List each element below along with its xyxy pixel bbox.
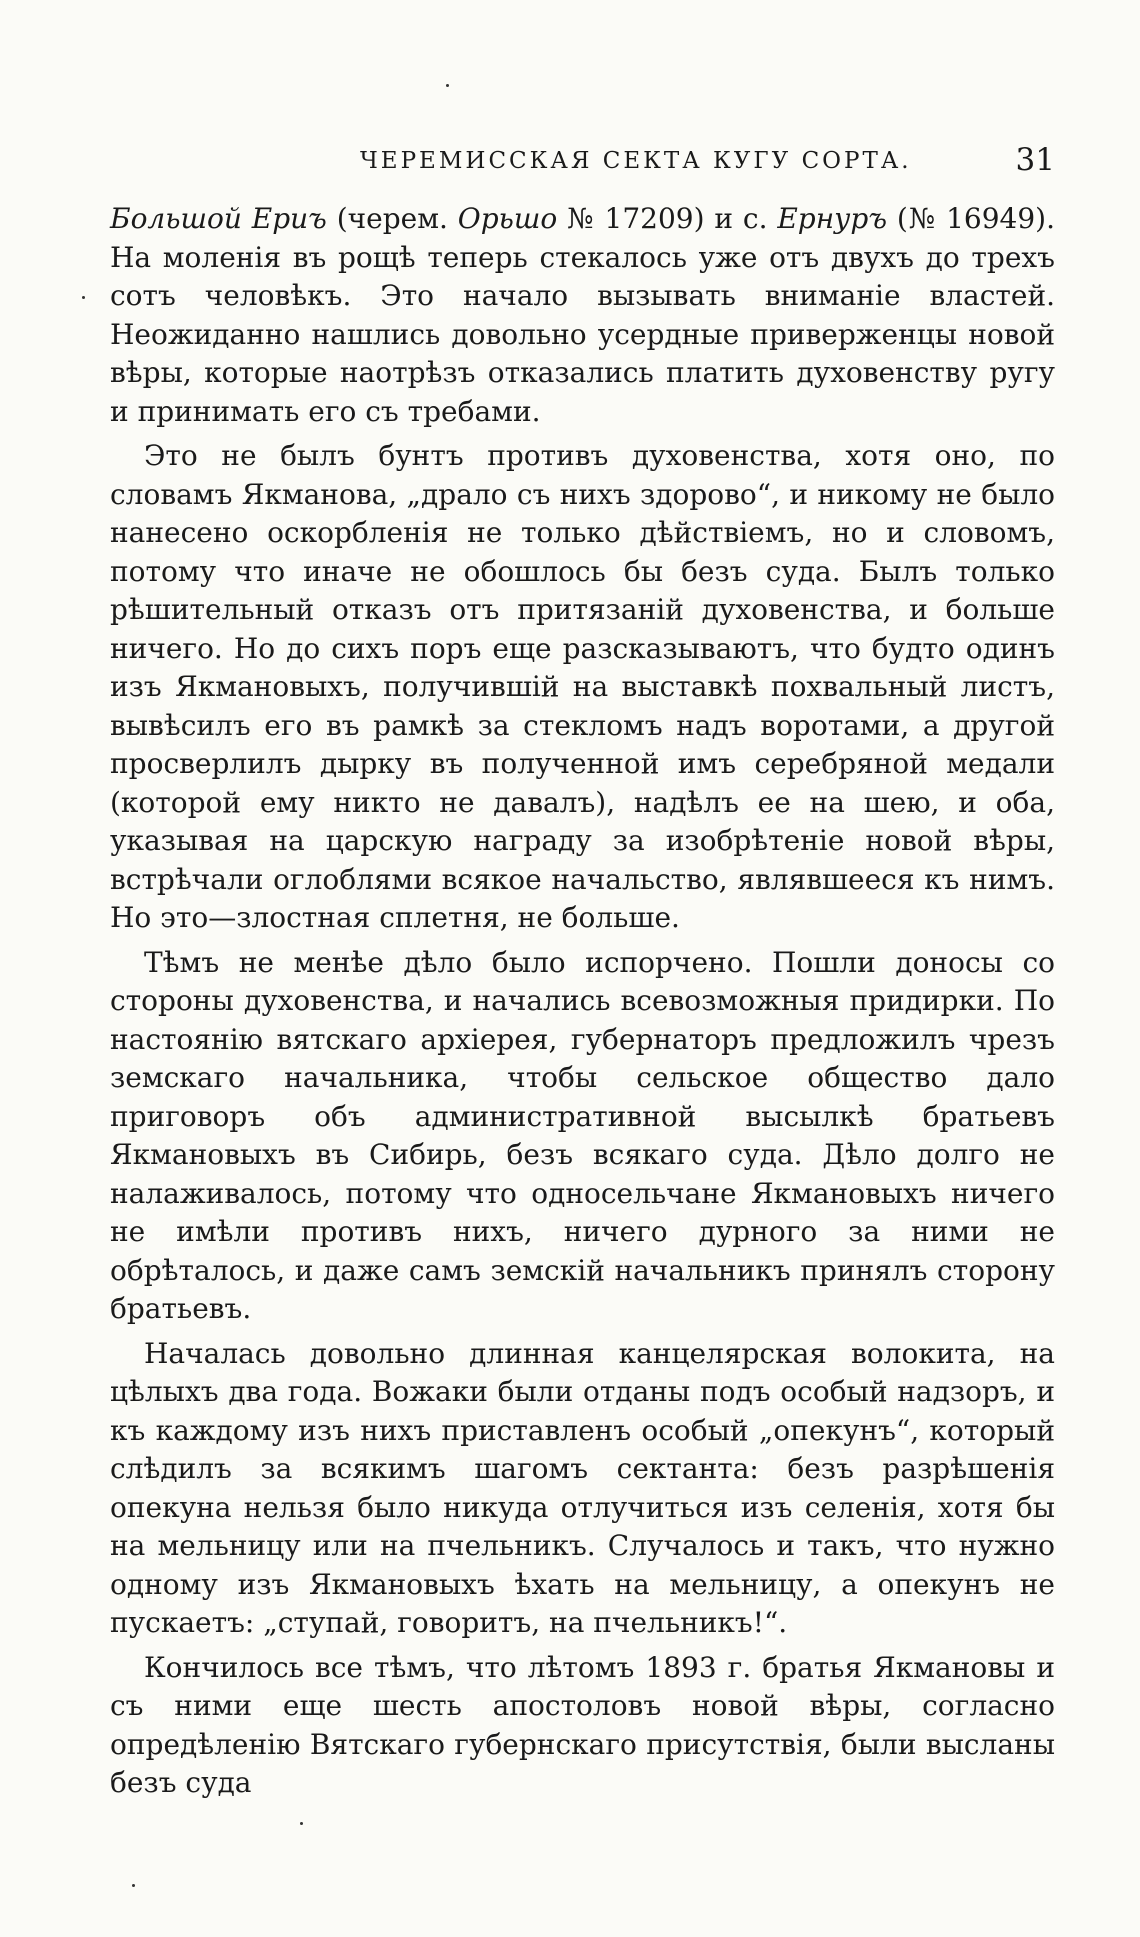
paragraph-1 xyxy=(110,200,1055,431)
scan-speck xyxy=(82,296,85,299)
body-text xyxy=(110,200,1055,1809)
place-name-italic: Орьшо xyxy=(457,202,558,235)
scan-speck xyxy=(300,1822,303,1825)
scan-speck xyxy=(446,84,449,87)
paragraph-3: Тѣмъ не менѣе дѣло было испорчено. Пошли доносы со стороны духовенства, и начались всевозможныя придирки. По настоянію вятскаго архіерея, губернаторъ предложилъ чрезъ земскаго начальника, чтобы сельское общество дало приговоръ объ административной высылкѣ братьевъ Якмановыхъ въ Сибирь, безъ всякаго суда. Дѣло долго не налаживалось, потому что односельчане Якмановыхъ ничего не имѣли противъ нихъ, ничего дурного за ними не обрѣталось, и даже самъ земскій начальникъ принялъ сторону братьевъ. xyxy=(110,945,1055,1325)
page-number: 31 xyxy=(1015,142,1055,178)
text-run: № 17209) и с. xyxy=(557,202,778,235)
text-run: (черем. xyxy=(326,202,458,235)
paragraph-4: Началась довольно длинная канцелярская волокита, на цѣлыхъ два года. Вожаки были отданы подъ особый надзоръ, и къ каждому изъ нихъ приставленъ особый „опекунъ“, который слѣдилъ за всякимъ шагомъ сектанта: безъ разрѣшенія опекуна нельзя было никуда отлучиться изъ селенія, хотя бы на мельницу или на пчельникъ. Случалось и такъ, что нужно одному изъ Якмановыхъ ѣхать на мельницу, а опекунъ не пускаетъ: „ступай, говоритъ, на пчельникъ!“. xyxy=(110,1336,1055,1639)
place-name-italic: Большой Ериъ xyxy=(110,202,327,235)
place-name-italic: Ернуръ xyxy=(777,202,887,235)
running-header xyxy=(110,142,1055,182)
header-title: ЧЕРЕМИССКАЯ СЕКТА КУГУ СОРТА. xyxy=(360,148,912,174)
paragraph-2: Это не былъ бунтъ противъ духовенства, хотя оно, по словамъ Якманова, „драло съ нихъ здорово“, и никому не было нанесено оскорбленія не только дѣйствіемъ, но и словомъ, потому что иначе не обошлось бы безъ суда. Былъ только рѣшительный отказъ отъ притязаній духовенства, и больше ничего. Но до сихъ поръ еще разсказываютъ, что будто одинъ изъ Якмановыхъ, получившій на выставкѣ похвальный листъ, вывѣсилъ его въ рамкѣ за стекломъ надъ воротами, а другой просверлилъ дырку въ полученной имъ серебряной медали (которой ему никто не давалъ), надѣлъ ее на шею, и оба, указывая на царскую награду за изобрѣтеніе новой вѣры, встрѣчали оглоблями всякое начальство, являвшееся къ нимъ. Но это—злостная сплетня, не больше. xyxy=(110,439,1055,934)
text-run: (№ 16949). На моленія въ рощѣ теперь стекалось уже отъ двухъ до трехъ сотъ человѣкъ. Это начало вызывать вниманіе властей. Неожиданно нашлись довольно усердные приверженцы новой вѣры, которые наотрѣзъ отказались платить духовенству ругу и принимать его съ требами. xyxy=(110,202,1055,428)
scan-speck xyxy=(132,1884,135,1887)
paragraph-5: Кончилось все тѣмъ, что лѣтомъ 1893 г. братья Якмановы и съ ними еще шесть апостоловъ новой вѣры, согласно опредѣленію Вятскаго губернскаго присутствія, были высланы безъ суда xyxy=(110,1650,1055,1799)
